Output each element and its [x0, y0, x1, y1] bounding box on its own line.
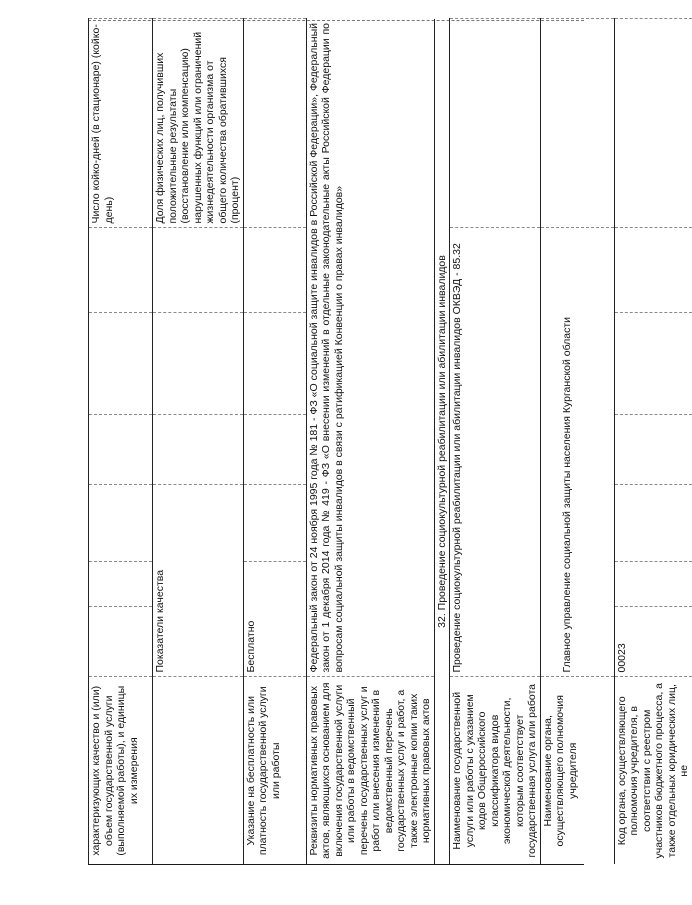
blank-cell [153, 677, 244, 864]
table-row [450, 19, 541, 864]
blank-cell [243, 485, 306, 562]
blank-cell [89, 607, 153, 677]
table-row [614, 19, 692, 864]
legal-acts-label-cell: Реквизиты нормативных правовых актов, являющихся основанием для включения государственной услуги или работы в ведомственный перечень государственных услуг и работ или внесения изменений в ведомственный перечень государственных услуг и работ, а также электронные копии таких нормативных правовых актов [306, 677, 434, 864]
blank-cell [614, 19, 692, 228]
blank-cell [614, 485, 692, 562]
blank-cell [153, 228, 244, 313]
blank-cell [450, 19, 541, 228]
table-row [153, 19, 244, 864]
table-row [243, 19, 306, 864]
quality-indicators-cell: Показатели качества [153, 485, 244, 677]
service-name-label-cell: Наименование государственной услуги или работы с указанием кодов Общероссийского классификатора видов экономической деятельности, которым соответствует государственная услуга или работа [450, 677, 541, 864]
blank-cell [89, 313, 153, 415]
service-name-value-cell: Проведение социокультурной реабилитации или абилитации инвалидов ОКВЭД - 85.32 [450, 228, 541, 677]
table-row [306, 19, 434, 864]
blank-cell [243, 19, 306, 228]
blank-cell [614, 562, 692, 607]
blank-cell [243, 313, 306, 415]
table-row [89, 19, 153, 864]
services-table-sheet [88, 20, 690, 865]
blank-cell [153, 313, 244, 415]
blank-cell [614, 415, 692, 485]
founder-code-label-cell: Код органа, осуществляющего полномочия учредителя, в соответствии с реестром участников бюджетного процесса, а также отдельных юридических лиц, не [614, 677, 692, 864]
quality-share-cell: Доля физических лиц, получивших положительные результаты (восстановление или компенсацию) нарушенных функций или ограничений жизнедеятельности организма от общего количества обратившихся (процент) [153, 19, 244, 228]
blank-cell [243, 228, 306, 313]
free-or-paid-value-cell: Бесплатно [243, 562, 306, 677]
blank-cell [243, 415, 306, 485]
table-row [434, 19, 450, 864]
blank-cell [89, 562, 153, 607]
blank-cell [89, 228, 153, 313]
bed-days-cell: Число койко-дней (в стационаре) (койко-день) [89, 19, 153, 228]
table-row [540, 19, 614, 864]
section-title: 32. Проведение социокультурной реабилитации или абилитации инвалидов [434, 19, 450, 864]
founder-name-value-cell: Главное управление социальной защиты населения Курганской области [540, 228, 614, 677]
blank-cell [153, 415, 244, 485]
blank-cell [89, 485, 153, 562]
indicators-label-cell: характеризующих качество и (или) объем государственной услуги (выполняемой работы), и единицы их измерения [89, 677, 153, 864]
blank-cell [89, 415, 153, 485]
blank-cell [614, 313, 692, 415]
founder-name-label-cell: Наименование органа, осуществляющего полномочия учредителя [540, 677, 614, 864]
legal-acts-value-cell: Федеральный закон от 24 ноября 1995 года № 181 - ФЗ «О социальной защите инвалидов в Российской Федерации», Федеральный закон от 1 декабря 2014 года № 419 - ФЗ «О внесении изменений в отдельные законодательные акты Российской Федерации по вопросам социальной защиты инвалидов в связи с ратификацией Конвенции о правах инвалидов» [306, 19, 434, 677]
services-table [88, 19, 692, 865]
blank-cell [540, 19, 614, 228]
founder-code-value-cell: 00023 [614, 607, 692, 677]
free-or-paid-label-cell: Указание на бесплатность или платность государственной услуги или работы [243, 677, 306, 864]
blank-cell [614, 228, 692, 313]
